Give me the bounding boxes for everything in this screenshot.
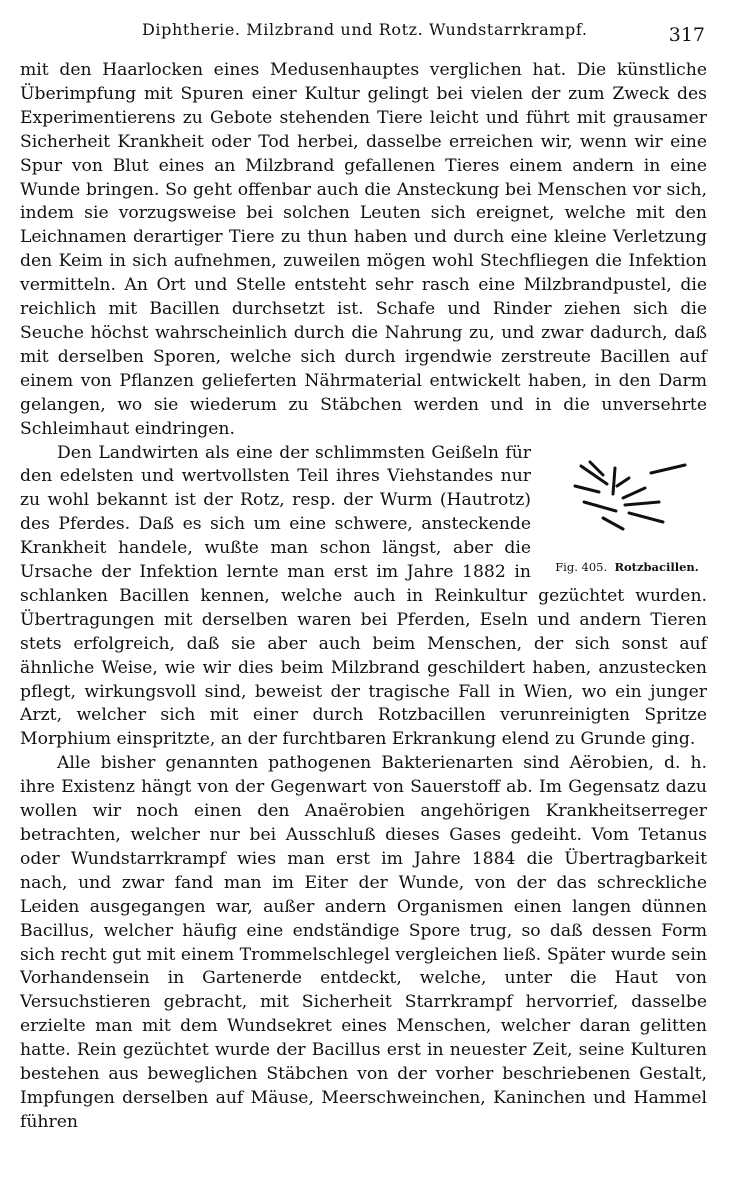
bacillus-rod	[625, 502, 659, 505]
bacillus-rod	[575, 486, 599, 492]
body-text	[20, 59, 707, 1135]
figure-rotzbacillen	[547, 458, 707, 574]
bacillus-rod	[623, 488, 645, 498]
paragraph-tetanus: Alle bisher genannten pathogenen Bakterienarten sind Aërobien, d. h. ihre Existenz hängt von der Gegenwart von Sauerstoff ab. Im Gegensatz dazu wollen wir noch einen den Anaërobien angehörigen Krankheitserreger betrachten, welcher nur bei Ausschluß dieses Gases gedeiht. Vom Tetanus oder Wundstarrkrampf wies man erst im Jahre 1884 die Übertragbarkeit nach, und zwar fand man im Eiter der Wunde, von der das schreckliche Leiden ausgegangen war, außer andern Organismen einen langen dünnen Bacillus, welcher häufig eine endständige Spore trug, so daß dessen Form sich recht gut mit einem Trommelschlegel vergleichen ließ. Später wurde sein Vorhandensein in Gartenerde entdeckt, welche, unter die Haut von Versuchstieren gebracht, mit Sicherheit Starrkrampf hervorrief, dasselbe erzielte man mit dem Wundsekret eines Menschen, welcher daran gelitten hatte. Rein gezüchtet wurde der Bacillus erst in neuester Zeit, seine Kulturen bestehen aus beweglichen Stäbchen von der vorher beschriebenen Gestalt, Impfungen derselben auf Mäuse, Meerschweinchen, Kaninchen und Hammel führen	[20, 753, 707, 1132]
figure-caption	[547, 560, 707, 574]
bacillus-rod	[617, 478, 629, 486]
figure-title: Rotzbacillen.	[614, 559, 699, 574]
bacillus-rod	[629, 513, 663, 522]
page-number: 317	[668, 24, 705, 46]
bacillus-rod	[651, 465, 685, 473]
paragraph-milzbrand: mit den Haarlocken eines Medusenhauptes verglichen hat. Die künstliche Überimpfung mit Spuren einer Kultur gelingt bei vielen der zum Zweck des Experimentierens zu Gebote stehenden Tiere leicht und führt mit grausamer Sicherheit Krankheit oder Tod herbei, dasselbe erreichen wir, wenn wir eine Spur von Blut eines an Milzbrand gefallenen Tieres einem andern in eine Wunde bringen. So geht offenbar auch die Ansteckung bei Menschen vor sich, indem sie vorzugsweise bei solchen Leuten sich ereignet, welche mit den Leichnamen derartiger Tiere zu thun haben und durch eine kleine Verletzung den Keim in sich aufnehmen, zuweilen mögen wohl Stechfliegen die Infektion vermitteln. An Ort und Stelle entsteht sehr rasch eine Milzbrandpustel, die reichlich mit Bacillen durchsetzt ist. Schafe und Rinder ziehen sich die Seuche höchst wahrscheinlich durch die Nahrung zu, und zwar dadurch, daß mit derselben Sporen, welche sich durch irgendwie zerstreute Bacillen auf einem von Pflanzen gelieferten Nährmaterial entwickelt haben, in den Darm gelangen, wo sie wiederum zu Stäbchen werden und in die unversehrte Schleimhaut eindringen.	[20, 60, 707, 439]
bacillus-rod	[584, 502, 616, 511]
bacillus-rod	[603, 518, 623, 529]
bacillus-rod	[613, 468, 615, 494]
figure-number: Fig. 405.	[555, 559, 608, 574]
bacilli-illustration	[559, 458, 695, 554]
paragraph-rotz: Den Landwirten als eine der schlimmsten Geißeln für den edelsten und wertvollsten Teil ihres Viehstandes nur zu wohl bekannt ist der Rotz, resp. der Wurm (Hautrotz) des Pferdes. Daß es sich um eine schwere, ansteckende Krankheit handele, wußte man schon längst, aber die Ursache der Infektion lernte man erst im Jahre 1882 in schlanken Bacillen kennen, welche auch in Reinkultur gezüchtet wurden. Übertragungen mit derselben waren bei Pferden, Eseln und andern Tieren stets erfolgreich, daß sie aber auch beim Menschen, der sich sonst auf ähnliche Weise, wie wir dies beim Milzbrand geschildert haben, anzustecken pflegt, wirkungsvoll sind, beweist der tragische Fall in Wien, wo ein junger Arzt, welcher sich mit einer durch Rotzbacillen verunreinigten Spritze Morphium einspritzte, an der furchtbaren Erkrankung elend zu Grunde ging.	[20, 442, 707, 750]
page-header	[20, 16, 705, 46]
running-head: Diphtherie. Milzbrand und Rotz. Wundstarrkrampf.	[142, 20, 588, 39]
